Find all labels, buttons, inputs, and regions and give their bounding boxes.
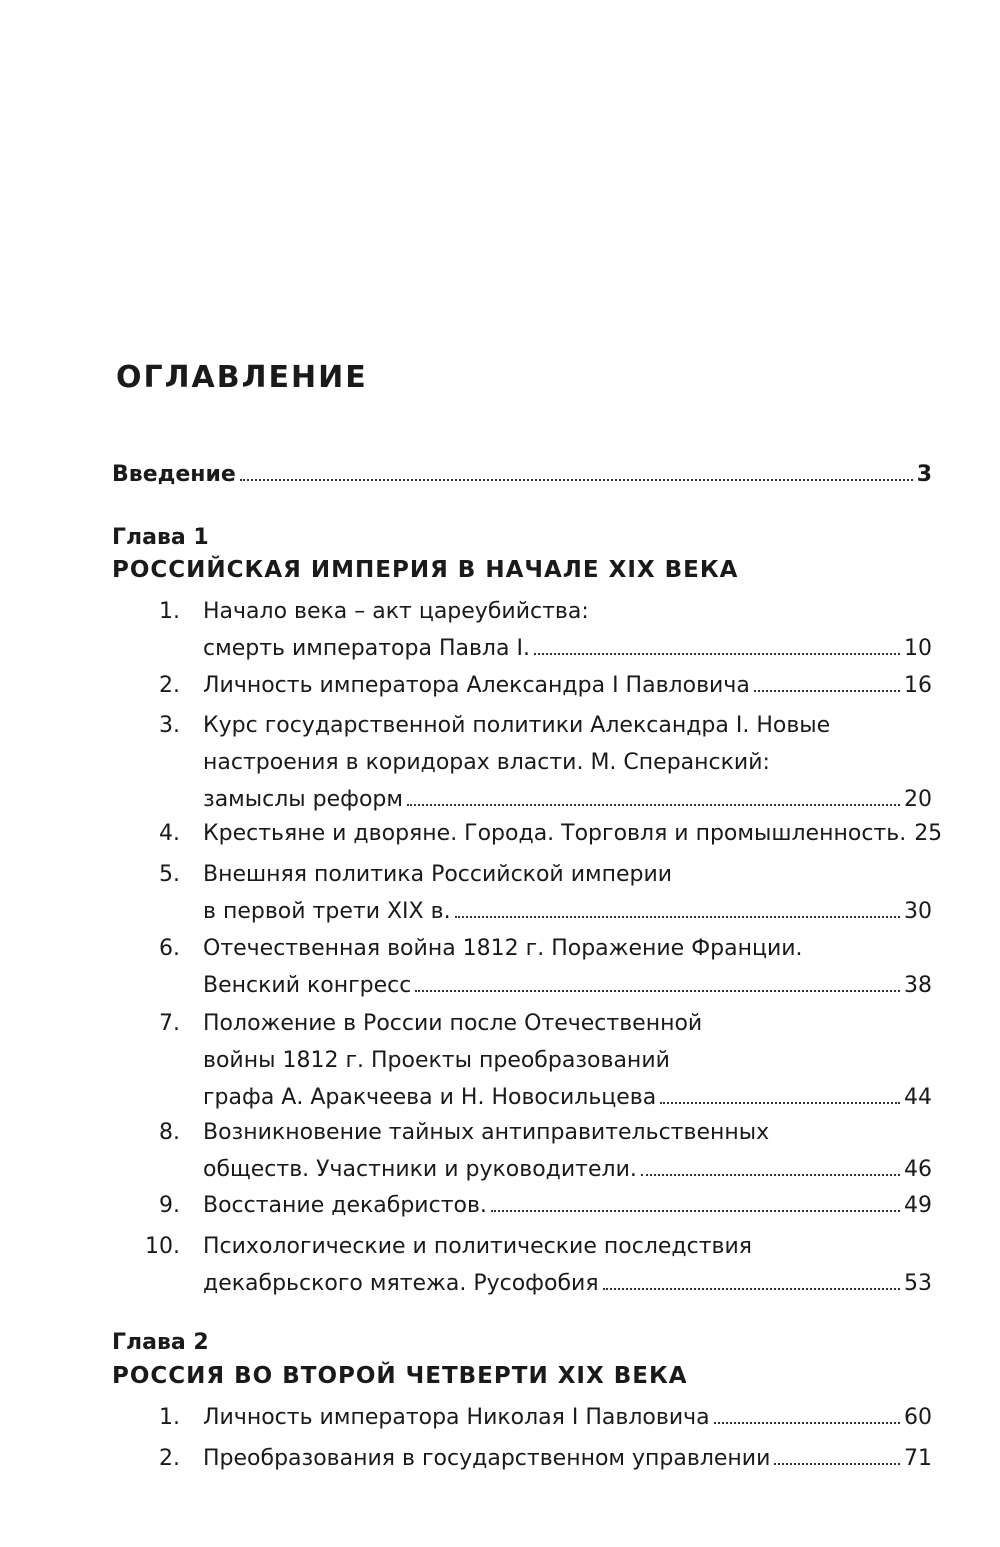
leader-dots — [240, 478, 913, 481]
leader-dots — [407, 803, 900, 806]
entry-text: Введение — [112, 462, 236, 487]
page-number: 3 — [916, 462, 932, 487]
toc-entry[interactable] — [140, 667, 932, 704]
page-number: 71 — [904, 1446, 932, 1471]
entry-text: обществ. Участники и руководители. — [203, 1157, 637, 1182]
leader-dots — [455, 915, 900, 918]
page-number: 46 — [904, 1157, 932, 1182]
page-number: 49 — [904, 1193, 932, 1218]
chapter-label: Глава 1 — [112, 525, 209, 550]
leader-dots — [415, 989, 900, 992]
toc-entry[interactable] — [140, 1228, 932, 1302]
page-number: 53 — [904, 1271, 932, 1296]
chapter-label: Глава 2 — [112, 1330, 209, 1355]
chapter-title: РОССИЙСКАЯ ИМПЕРИЯ В НАЧАЛЕ XIX ВЕКА — [112, 557, 739, 583]
entry-number: 3. — [159, 713, 180, 738]
entry-text: Личность императора Николая I Павловича — [203, 1405, 710, 1430]
leader-dots — [534, 652, 900, 655]
entry-text: Начало века – акт цареубийства: — [203, 599, 589, 624]
toc-entry-introduction[interactable] — [112, 456, 932, 493]
entry-number: 8. — [159, 1120, 180, 1145]
entry-text: Возникновение тайных антиправительственных — [203, 1120, 770, 1145]
entry-number: 1. — [159, 599, 180, 624]
entry-text: Психологические и политические последствия — [203, 1234, 753, 1259]
entry-number: 2. — [159, 1446, 180, 1471]
toc-entry[interactable] — [140, 593, 932, 667]
page-number: 60 — [904, 1405, 932, 1430]
entry-text: Внешняя политика Российской империи — [203, 862, 673, 887]
leader-dots — [660, 1101, 900, 1104]
page-number: 20 — [904, 787, 932, 812]
toc-entry[interactable] — [140, 1187, 932, 1224]
entry-number: 6. — [159, 936, 180, 961]
toc-entry[interactable] — [140, 707, 932, 818]
toc-entry[interactable] — [140, 1399, 932, 1436]
entry-text: Крестьяне и дворяне. Города. Торговля и промышленность. — [203, 821, 907, 846]
toc-entry[interactable] — [140, 930, 932, 1004]
entry-number: 2. — [159, 673, 180, 698]
page-number: 30 — [904, 899, 932, 924]
entry-text: Преобразования в государственном управлении — [203, 1446, 771, 1471]
leader-dots — [774, 1462, 900, 1465]
leader-dots — [714, 1421, 900, 1424]
entry-number: 7. — [159, 1011, 180, 1036]
entry-text: Восстание декабристов. — [203, 1193, 487, 1218]
entry-text: настроения в коридорах власти. М. Сперанский: — [203, 750, 770, 775]
toc-title: ОГЛАВЛЕНИЕ — [116, 360, 368, 395]
leader-dots — [641, 1173, 900, 1176]
leader-dots — [754, 689, 900, 692]
page-number: 38 — [904, 973, 932, 998]
entry-text: Венский конгресс — [203, 973, 412, 998]
entry-number: 10. — [145, 1234, 180, 1259]
entry-text: смерть императора Павла I. — [203, 636, 530, 661]
entry-number: 9. — [159, 1193, 180, 1218]
entry-text: Отечественная война 1812 г. Поражение Франции. — [203, 936, 803, 961]
entry-text: войны 1812 г. Проекты преобразований — [203, 1048, 670, 1073]
toc-entry[interactable] — [140, 1114, 932, 1188]
entry-text: в первой трети XIX в. — [203, 899, 451, 924]
entry-text: замыслы реформ — [203, 787, 403, 812]
toc-entry[interactable] — [140, 815, 943, 852]
entry-number: 4. — [159, 821, 180, 846]
toc-entry[interactable] — [140, 856, 932, 930]
entry-text: декабрьского мятежа. Русофобия — [203, 1271, 599, 1296]
leader-dots — [491, 1209, 900, 1212]
page-number: 10 — [904, 636, 932, 661]
page-number: 25 — [914, 821, 943, 846]
chapter-title: РОССИЯ ВО ВТОРОЙ ЧЕТВЕРТИ XIX ВЕКА — [112, 1363, 688, 1389]
entry-text: Положение в России после Отечественной — [203, 1011, 703, 1036]
entry-text: Курс государственной политики Александра I. Новые — [203, 713, 831, 738]
entry-number: 1. — [159, 1405, 180, 1430]
entry-number: 5. — [159, 862, 180, 887]
toc-entry[interactable] — [140, 1440, 932, 1477]
toc-entry[interactable] — [140, 1005, 932, 1116]
entry-text: графа А. Аракчеева и Н. Новосильцева — [203, 1085, 657, 1110]
leader-dots — [603, 1287, 900, 1290]
entry-text: Личность императора Александра I Павловича — [203, 673, 750, 698]
page-number: 16 — [904, 673, 932, 698]
page-number: 44 — [904, 1085, 932, 1110]
